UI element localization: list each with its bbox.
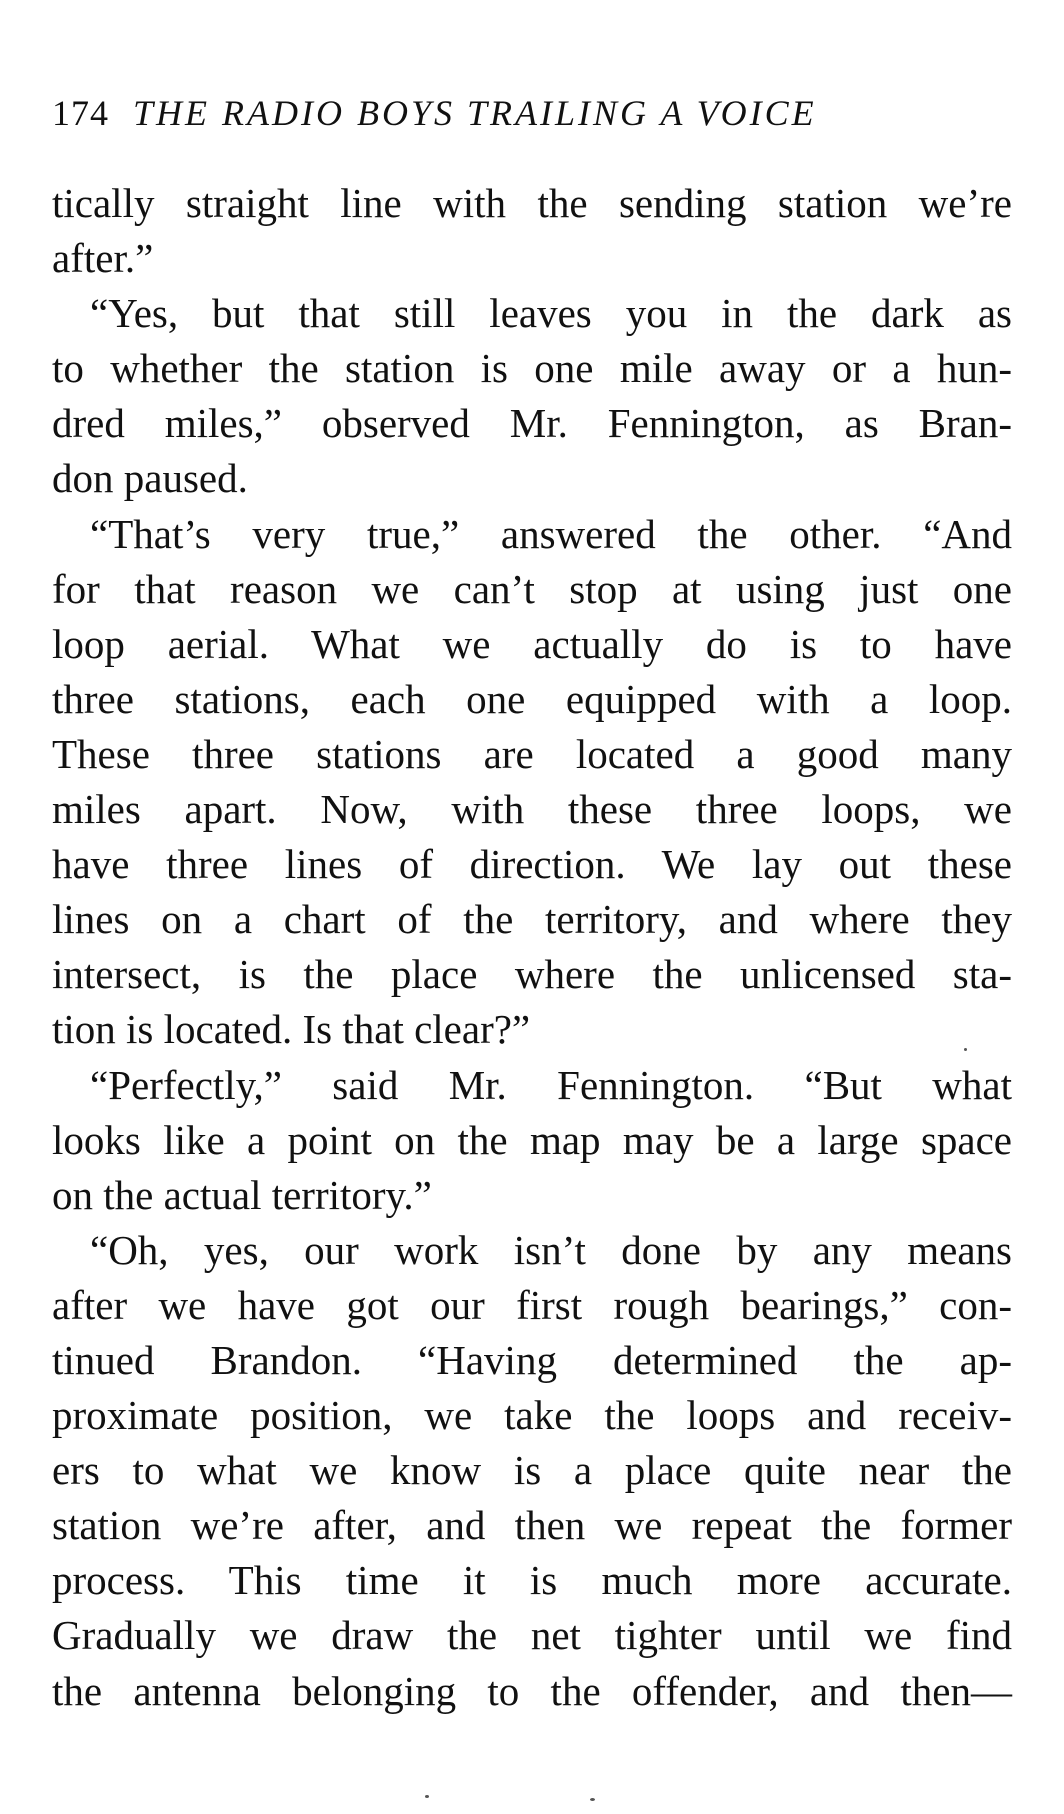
text-line: process. This time it is much more accurate.: [52, 1557, 1012, 1604]
text-line: loop aerial. What we actually do is to have: [52, 620, 1012, 667]
text-line: ers to what we know is a place quite near the: [52, 1447, 1012, 1494]
text-line: Gradually we draw the net tighter until we find: [52, 1612, 1012, 1659]
scan-speck: [964, 1048, 967, 1051]
running-title: THE RADIO BOYS TRAILING A VOICE: [133, 93, 817, 133]
text-line: looks like a point on the map may be a large space: [52, 1116, 1012, 1163]
text-line: “Oh, yes, our work isn’t done by any means: [90, 1226, 1012, 1273]
text-line: on the actual territory.”: [52, 1171, 432, 1218]
text-line: station we’re after, and then we repeat the former: [52, 1502, 1012, 1549]
text-line: the antenna belonging to the offender, and then—: [52, 1667, 1012, 1714]
text-line: after we have got our first rough bearings,” con-: [52, 1281, 1012, 1328]
text-line: for that reason we can’t stop at using just one: [52, 565, 1012, 612]
text-line: lines on a chart of the territory, and where they: [52, 896, 1012, 943]
text-line: don paused.: [52, 455, 248, 502]
text-line: proximate position, we take the loops and receiv-: [52, 1392, 1012, 1439]
text-line: tion is located. Is that clear?”: [52, 1006, 531, 1053]
body-text: [52, 176, 1012, 1719]
text-line: “Yes, but that still leaves you in the dark as: [90, 290, 1012, 337]
text-line: “That’s very true,” answered the other. “And: [90, 510, 1012, 557]
text-line: have three lines of direction. We lay out these: [52, 841, 1012, 888]
text-line: These three stations are located a good many: [52, 730, 1012, 777]
text-line: three stations, each one equipped with a loop.: [52, 675, 1012, 722]
text-line: to whether the station is one mile away or a hun-: [52, 345, 1012, 392]
running-head: [52, 88, 1012, 138]
text-line: “Perfectly,” said Mr. Fennington. “But what: [90, 1061, 1012, 1108]
text-line: after.”: [52, 235, 154, 282]
text-line: tinued Brandon. “Having determined the ap-: [52, 1336, 1012, 1383]
scan-speck: [425, 1795, 429, 1798]
text-line: miles apart. Now, with these three loops, we: [52, 786, 1012, 833]
text-line: tically straight line with the sending station we’re: [52, 180, 1012, 226]
text-line: dred miles,” observed Mr. Fennington, as Bran-: [52, 400, 1012, 447]
scan-speck: [590, 1798, 595, 1801]
text-line: intersect, is the place where the unlicensed sta-: [52, 951, 1012, 998]
page-number: 174: [52, 93, 109, 133]
